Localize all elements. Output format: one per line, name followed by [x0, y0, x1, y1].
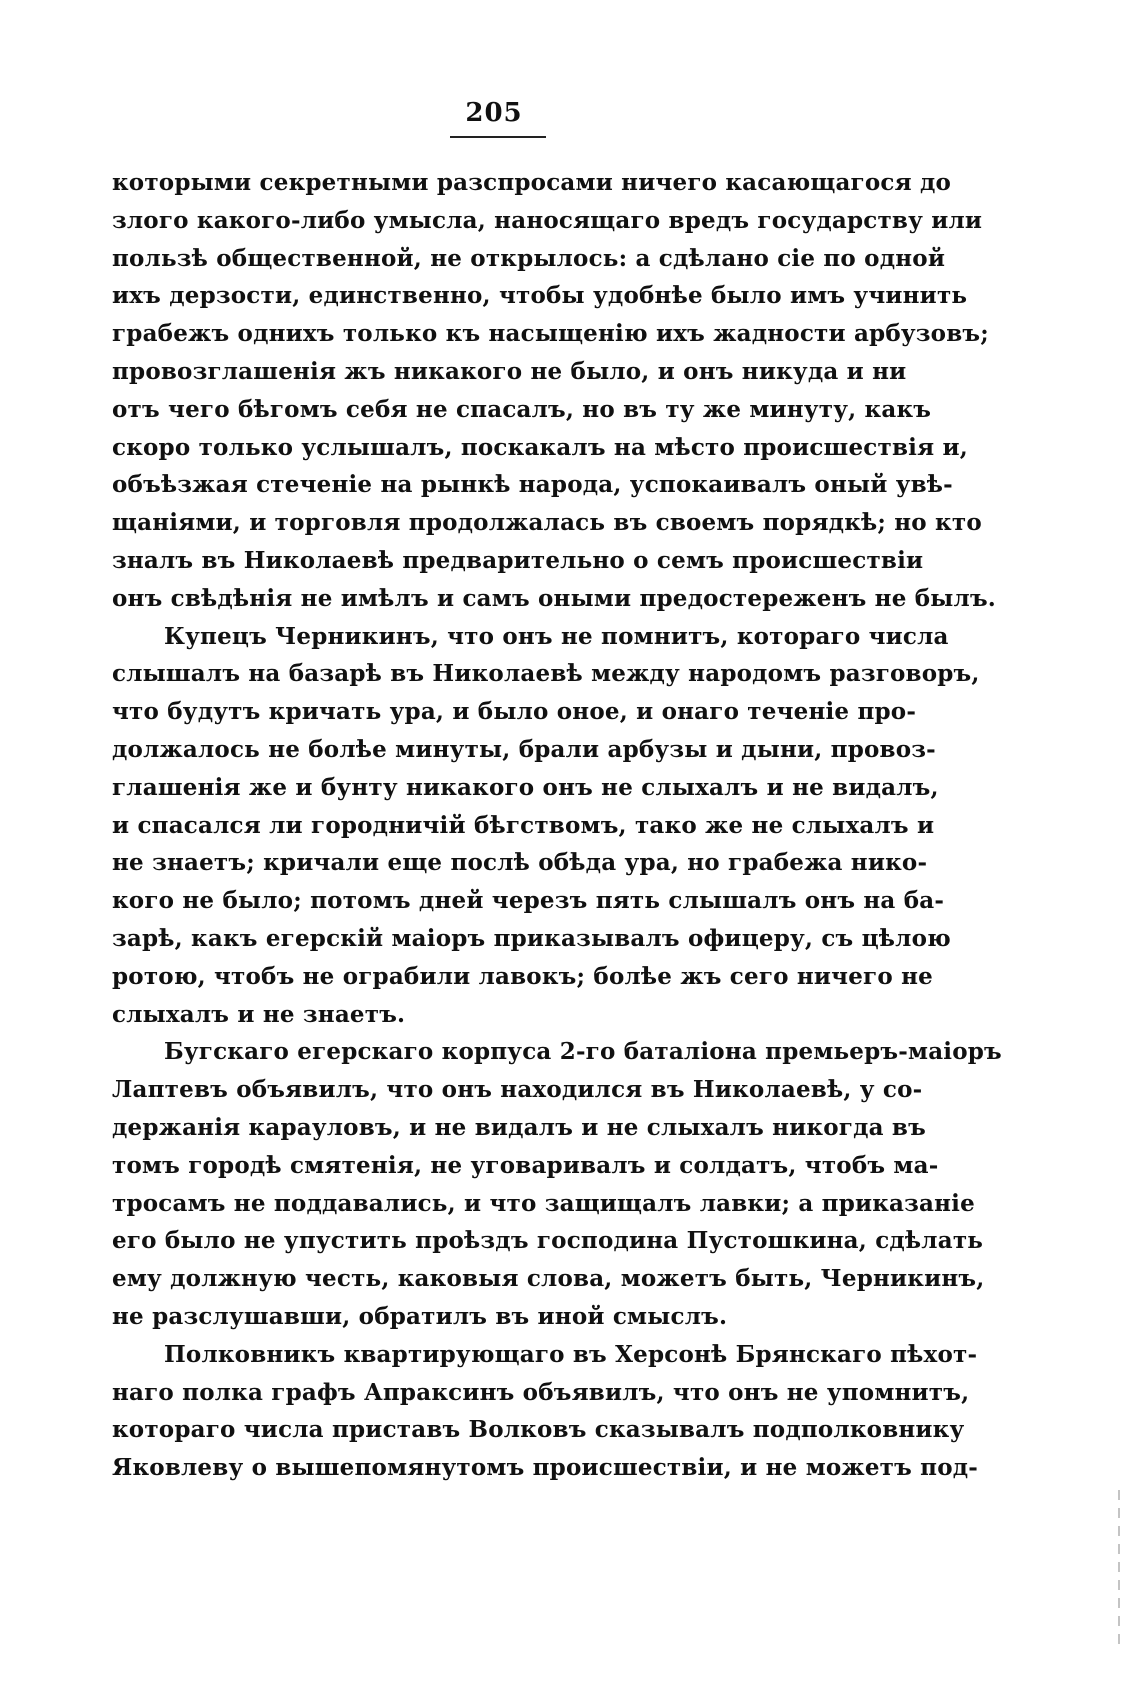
text-line: и спасался ли городничій бѣгствомъ, тако же не слыхалъ и: [112, 811, 935, 839]
body-text: [112, 164, 1002, 1487]
text-line: не знаетъ; кричали еще послѣ обѣда ура, но грабежа нико-: [112, 849, 928, 877]
text-line: томъ городѣ смятенія, не уговаривалъ и солдатъ, чтобъ ма-: [112, 1151, 939, 1179]
text-line: котораго числа приставъ Волковъ сказывалъ подполковнику: [112, 1416, 965, 1444]
scan-margin-marks: [1118, 1490, 1120, 1650]
text-line: глашенія же и бунту никакого онъ не слыхалъ и не видалъ,: [112, 773, 939, 801]
text-line: Полковникъ квартирующаго въ Херсонѣ Брянскаго пѣхот-: [164, 1340, 978, 1368]
text-line: ихъ дерзости, единственно, чтобы удобнѣе было имъ учинить: [112, 282, 968, 310]
text-line: должалось не болѣе минуты, брали арбузы и дыни, провоз-: [112, 735, 936, 763]
text-line: зарѣ, какъ егерскій маіоръ приказывалъ офицеру, съ цѣлою: [112, 924, 951, 952]
text-line: онъ свѣдѣнія не имѣлъ и самъ оными предостереженъ не былъ.: [112, 584, 996, 612]
text-line: Купецъ Черникинъ, что онъ не помнитъ, котораго числа: [164, 622, 949, 650]
text-line: Лаптевъ объявилъ, что онъ находился въ Николаевѣ, у со-: [112, 1076, 923, 1104]
text-line: грабежъ однихъ только къ насыщенію ихъ жадности арбузовъ;: [112, 320, 989, 348]
text-line: наго полка графъ Апраксинъ объявилъ, что онъ не упомнитъ,: [112, 1378, 970, 1406]
text-line: тросамъ не поддавались, и что защищалъ лавки; а приказаніе: [112, 1189, 975, 1217]
text-line: слыхалъ и не знаетъ.: [112, 1000, 406, 1028]
text-line: его было не упустить проѣздъ господина Пустошкина, сдѣлать: [112, 1227, 984, 1255]
text-line: скоро только услышалъ, поскакалъ на мѣсто происшествія и,: [112, 433, 968, 461]
text-line: держанія карауловъ, и не видалъ и не слыхалъ никогда въ: [112, 1113, 926, 1141]
text-line: щаніями, и торговля продолжалась въ своемъ порядкѣ; но кто: [112, 509, 982, 537]
page-number-rule: [450, 136, 546, 138]
text-line: злого какого-либо умысла, наносящаго вредъ государству или: [112, 206, 983, 234]
text-line: что будутъ кричать ура, и было оное, и онаго теченіе про-: [112, 698, 917, 726]
text-line: провозглашенія жъ никакого не было, и онъ никуда и ни: [112, 357, 907, 385]
text-line: Бугскаго егерскаго корпуса 2-го баталіона премьеръ-маіоръ: [164, 1038, 1002, 1066]
text-line: Яковлеву о вышепомянутомъ происшествіи, и не можетъ под-: [112, 1454, 979, 1482]
text-line: слышалъ на базарѣ въ Николаевѣ между народомъ разговоръ,: [112, 660, 980, 688]
text-line: зналъ въ Николаевѣ предварительно о семъ происшествіи: [112, 546, 924, 574]
text-line: пользѣ общественной, не открылось: а сдѣлано сіе по одной: [112, 244, 946, 272]
text-line: кого не было; потомъ дней черезъ пять слышалъ онъ на ба-: [112, 887, 945, 915]
text-line: ему должную честь, каковыя слова, можетъ быть, Черникинъ,: [112, 1265, 985, 1293]
text-line: отъ чего бѣгомъ себя не спасалъ, но въ ту же минуту, какъ: [112, 395, 932, 423]
text-line: ротою, чтобъ не ограбили лавокъ; болѣе жъ сего ничего не: [112, 962, 933, 990]
page-number: 205: [465, 98, 523, 128]
text-line: объѣзжая стеченіе на рынкѣ народа, успокаивалъ оный увѣ-: [112, 471, 953, 499]
text-line: не разслушавши, обратилъ въ иной смыслъ.: [112, 1302, 728, 1330]
text-line: которыми секретными разспросами ничего касающагося до: [112, 169, 952, 196]
